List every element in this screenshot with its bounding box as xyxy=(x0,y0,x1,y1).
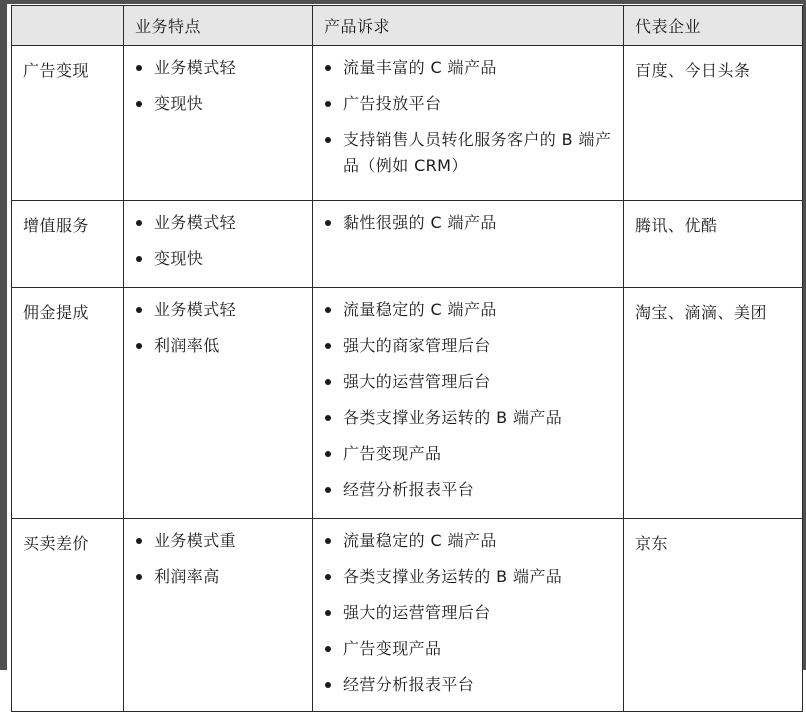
list-item: 变现快 xyxy=(124,91,312,117)
demands-cell xyxy=(313,288,624,519)
demands-cell xyxy=(313,519,624,712)
header-row xyxy=(12,6,803,46)
list-item: 业务模式轻 xyxy=(124,210,312,236)
list-item: 利润率低 xyxy=(124,333,312,359)
list-item: 各类支撑业务运转的 B 端产品 xyxy=(313,564,623,590)
companies-cell: 腾讯、优酷 xyxy=(624,201,803,288)
header-companies: 代表企业 xyxy=(624,6,803,46)
list-item: 广告投放平台 xyxy=(313,91,623,117)
table-row xyxy=(12,288,803,519)
list-item: 业务模式重 xyxy=(124,528,312,554)
features-cell xyxy=(124,288,313,519)
list-item: 利润率高 xyxy=(124,564,312,590)
list-item: 强大的运营管理后台 xyxy=(313,369,623,395)
header-demands: 产品诉求 xyxy=(313,6,624,46)
list-item: 变现快 xyxy=(124,246,312,272)
list-item: 业务模式轻 xyxy=(124,55,312,81)
list-item: 各类支撑业务运转的 B 端产品 xyxy=(313,405,623,431)
category-cell: 买卖差价 xyxy=(12,519,124,712)
window-frame-left xyxy=(0,0,7,670)
table-row xyxy=(12,46,803,201)
category-cell: 广告变现 xyxy=(12,46,124,201)
companies-cell: 京东 xyxy=(624,519,803,712)
list-item: 流量丰富的 C 端产品 xyxy=(313,55,623,81)
list-item: 广告变现产品 xyxy=(313,636,623,662)
list-item: 流量稳定的 C 端产品 xyxy=(313,528,623,554)
list-item: 支持销售人员转化服务客户的 B 端产品（例如 CRM） xyxy=(313,127,623,179)
list-item: 经营分析报表平台 xyxy=(313,672,623,698)
list-item: 强大的商家管理后台 xyxy=(313,333,623,359)
header-empty xyxy=(12,6,124,46)
demands-cell xyxy=(313,46,624,201)
list-item: 广告变现产品 xyxy=(313,441,623,467)
business-model-table xyxy=(11,5,803,712)
companies-cell: 百度、今日头条 xyxy=(624,46,803,201)
list-item: 业务模式轻 xyxy=(124,297,312,323)
category-cell: 增值服务 xyxy=(12,201,124,288)
window-frame-top xyxy=(0,0,806,4)
features-cell xyxy=(124,201,313,288)
header-features: 业务特点 xyxy=(124,6,313,46)
list-item: 经营分析报表平台 xyxy=(313,477,623,503)
table-row xyxy=(12,519,803,712)
table-row xyxy=(12,201,803,288)
demands-cell xyxy=(313,201,624,288)
list-item: 黏性很强的 C 端产品 xyxy=(313,210,623,236)
category-cell: 佣金提成 xyxy=(12,288,124,519)
list-item: 流量稳定的 C 端产品 xyxy=(313,297,623,323)
list-item: 强大的运营管理后台 xyxy=(313,600,623,626)
features-cell xyxy=(124,519,313,712)
features-cell xyxy=(124,46,313,201)
companies-cell: 淘宝、滴滴、美团 xyxy=(624,288,803,519)
